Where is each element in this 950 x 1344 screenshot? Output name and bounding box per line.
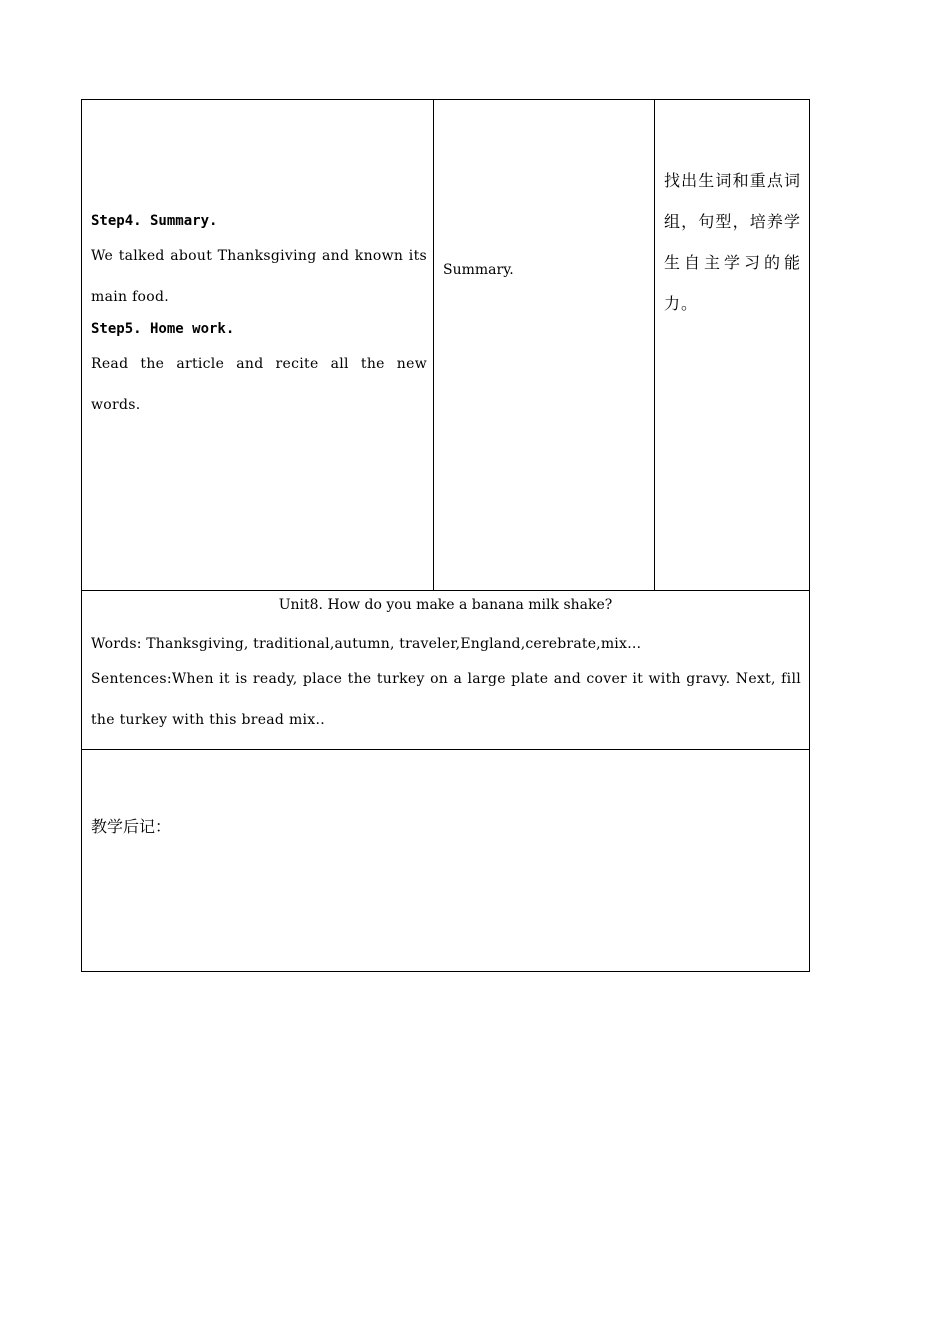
procedure-row [82,100,810,591]
step4-heading: Step4. Summary. [91,213,218,229]
design-intent-cell [655,100,810,591]
board-design-cell [82,591,810,750]
step4-text: We talked about Thanksgiving and known its main food. [91,248,427,305]
student-activity-text: Summary. [443,262,514,278]
reflection-row [82,750,810,972]
step5-text: Read the article and recite all the new words. [91,356,427,413]
step5-heading: Step5. Home work. [91,321,235,337]
board-title: Unit8. How do you make a banana milk shake? [278,597,613,613]
student-activity-cell [434,100,655,591]
board-design-row [82,591,810,750]
reflection-cell [82,750,810,972]
lesson-plan-table [81,99,810,972]
reflection-label: 教学后记： [91,817,172,836]
board-words: Words: Thanksgiving, traditional,autumn, traveler,England,cerebrate,mix… [91,636,642,652]
design-intent-text: 找出生词和重点词组，句型，培养学生自主学习的能力。 [664,171,801,313]
teacher-activity-cell [82,100,434,591]
steps-block [91,210,427,426]
board-sentences: Sentences:When it is ready, place the turkey on a large plate and cover it with gravy. Next, fill the turkey with this bread mix.. [91,671,801,728]
